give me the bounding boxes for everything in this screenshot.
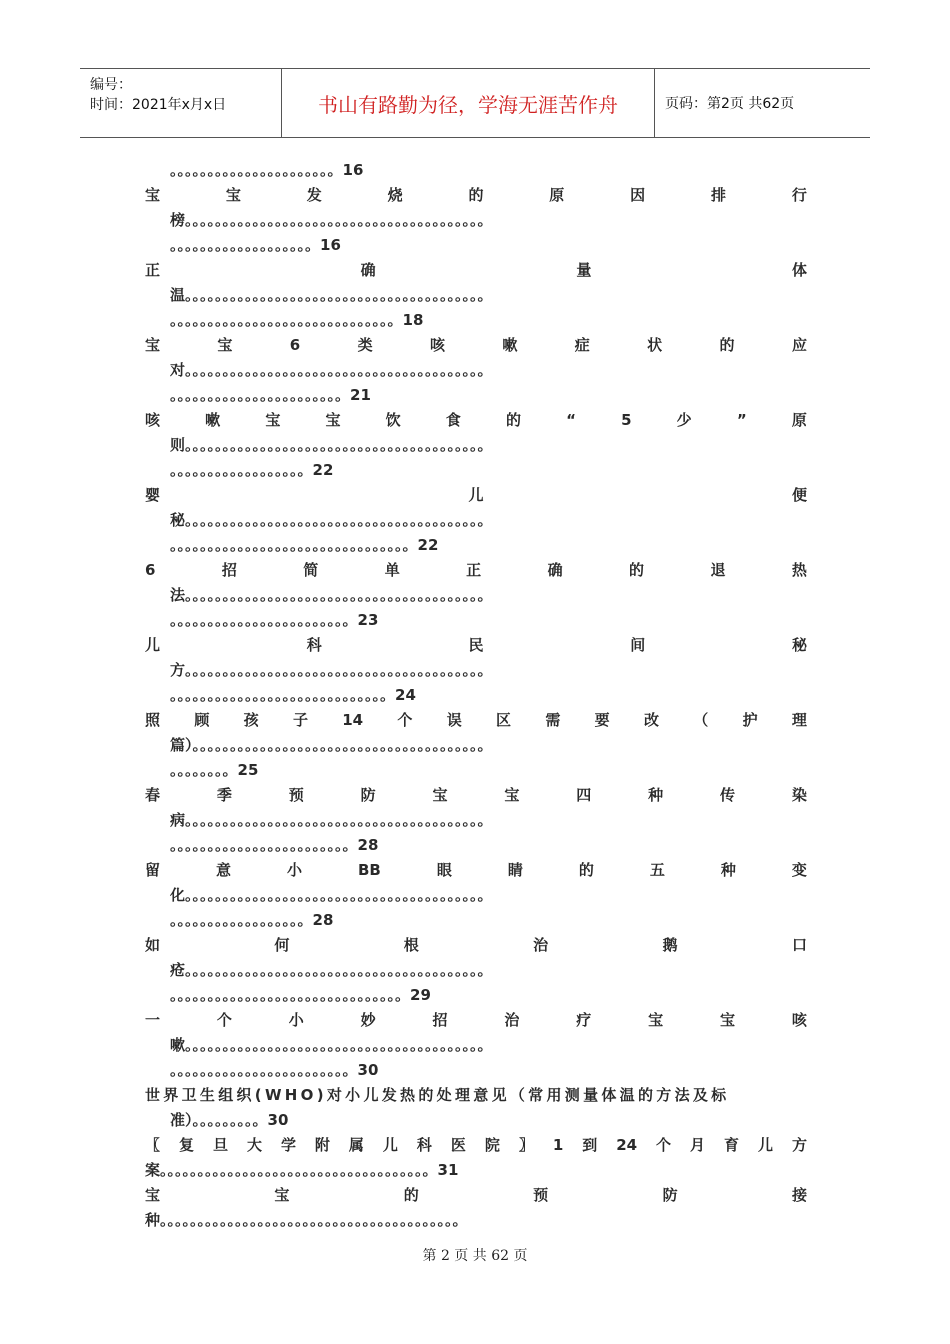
toc-title-char: 应: [791, 336, 807, 354]
toc-title-char: 防: [662, 1186, 678, 1204]
toc-title-char: 儿: [468, 486, 484, 504]
toc-title-char: 大: [246, 1136, 262, 1154]
toc-title-char: 小: [287, 861, 303, 879]
toc-title-char: 一: [145, 1011, 161, 1029]
toc-title-char: 的: [629, 561, 645, 579]
toc-dot-leader-line: 榜。。。。。。。。。。。。。。。。。。。。。。。。。。。。。。。。。。。。。。。。: [170, 211, 493, 229]
toc-title-char: 烧: [387, 186, 403, 204]
toc-title-char: 妙: [360, 1011, 376, 1029]
toc-title-char: 14: [342, 711, 364, 729]
toc-entry-title: [145, 408, 807, 433]
toc-title-char: 疗: [576, 1011, 592, 1029]
toc-title-char: 24: [616, 1136, 638, 1154]
toc-title-char: 护: [742, 711, 758, 729]
header-page-number: 页码：第2页 共62页: [665, 96, 795, 112]
toc-dot-leader-line: 。。。。。。。。。。。。。。。。。。。。。。。。。。。。。。。29: [170, 986, 431, 1004]
toc-title-char: 鹅: [662, 936, 678, 954]
toc-title-char: 饮: [385, 411, 401, 429]
toc-title-char: 根: [403, 936, 419, 954]
toc-title-char: 确: [547, 561, 563, 579]
toc-title-char: 食: [445, 411, 461, 429]
toc-dot-leader-line: 。。。。。。。。。。。。。。。。。。。16: [170, 236, 341, 254]
toc-title-char: 简: [303, 561, 319, 579]
toc-dot-leader-line: 。。。。。。。。。。。。。。。。。。22: [170, 461, 334, 479]
toc-title-char: 旦: [212, 1136, 228, 1154]
toc-title-char: 宝: [648, 1011, 664, 1029]
toc-title-char: 个: [216, 1011, 232, 1029]
toc-title-char: 秘: [791, 636, 807, 654]
toc-title-char: 宝: [720, 1011, 736, 1029]
toc-title-char: 宝: [504, 786, 520, 804]
toc-entry-title: [145, 333, 807, 358]
toc-entry-title: [145, 558, 807, 583]
toc-dot-leader-line: 疮。。。。。。。。。。。。。。。。。。。。。。。。。。。。。。。。。。。。。。。。: [170, 961, 493, 979]
toc-title-char: 发: [306, 186, 322, 204]
toc-title-char: 儿: [382, 1136, 398, 1154]
toc-title-char: 传: [720, 786, 736, 804]
toc-title-char: 状: [647, 336, 663, 354]
toc-title-char: 〗: [518, 1136, 534, 1154]
header-motto: 书山有路勤为径，学海无涯苦作舟: [281, 69, 655, 137]
header-meta: [80, 69, 281, 137]
toc-title-char: 口: [791, 936, 807, 954]
toc-entry[interactable]: [145, 483, 807, 558]
toc-title-char: 体: [791, 261, 807, 279]
toc-title-char: 到: [582, 1136, 598, 1154]
toc-title-char: 属: [348, 1136, 364, 1154]
toc-title-char: ”: [736, 411, 747, 429]
toc-dot-leader-line: 法。。。。。。。。。。。。。。。。。。。。。。。。。。。。。。。。。。。。。。。。: [170, 586, 493, 604]
toc-dot-leader-line: 。。。。。。。。。。。。。。。。。。。。。。。。。。。。。。18: [170, 311, 424, 329]
toc-title-char: 婴: [145, 486, 161, 504]
toc-title-char: 少: [676, 411, 692, 429]
toc-title-char: 宝: [432, 786, 448, 804]
toc-title-char: 宝: [265, 411, 281, 429]
toc-dot-leader-line: 。。。。。。。。。。。。。。。。。。。。。。。。。。。。。。。。22: [170, 536, 439, 554]
toc-entry[interactable]: [145, 183, 807, 258]
toc-title-char: 预: [533, 1186, 549, 1204]
toc-title-char: 治: [504, 1011, 520, 1029]
toc-title-char: 宝: [274, 1186, 290, 1204]
toc-title-char: 眼: [436, 861, 452, 879]
document-date-label: 时间：2021年x月x日: [90, 97, 227, 113]
toc-entry[interactable]: [145, 408, 807, 483]
toc-title-char: 预: [288, 786, 304, 804]
toc-title-char: 育: [724, 1136, 740, 1154]
toc-entry-title: [145, 858, 807, 883]
toc-title-char: 小: [288, 1011, 304, 1029]
toc-dot-leader-line: 。。。。。。。。。。。。。。。。。。。。。。。21: [170, 386, 371, 404]
toc-title-char: 类: [357, 336, 373, 354]
toc-title-char: 春: [145, 786, 161, 804]
toc-dot-leader-line: 对。。。。。。。。。。。。。。。。。。。。。。。。。。。。。。。。。。。。。。。。: [170, 361, 493, 379]
toc-entry-title: [145, 1133, 807, 1158]
toc-title-char: 退: [710, 561, 726, 579]
toc-title-char: 的: [719, 336, 735, 354]
toc-title-char: 照: [145, 711, 161, 729]
toc-title-char: 季: [216, 786, 232, 804]
toc-entry[interactable]: [145, 333, 807, 408]
toc-title-char: 原: [791, 411, 807, 429]
toc-title-char: 正: [145, 261, 161, 279]
toc-title-char: 院: [484, 1136, 500, 1154]
toc-entry[interactable]: [145, 783, 807, 858]
page-footer: 第 2 页 共 62 页: [422, 1248, 528, 1264]
toc-title-char: 热: [791, 561, 807, 579]
toc-title-char: 因: [630, 186, 646, 204]
toc-title-char: 招: [221, 561, 237, 579]
toc-title-char: 学: [280, 1136, 296, 1154]
toc-dot-leader-line: 。。。。。。。。。。。。。。。。。。28: [170, 911, 334, 929]
toc-title-char: 排: [711, 186, 727, 204]
toc-entry[interactable]: [145, 1083, 807, 1133]
toc-dot-leader-line: 病。。。。。。。。。。。。。。。。。。。。。。。。。。。。。。。。。。。。。。。。: [170, 811, 493, 829]
toc-title-char: 五: [649, 861, 665, 879]
toc-entry-title: [145, 1183, 807, 1208]
toc-entry-title: [145, 1083, 807, 1108]
toc-dot-leader-line: 。。。。。。。。。。。。。。。。。。。。。。。。28: [170, 836, 379, 854]
toc-title-char: 防: [360, 786, 376, 804]
toc-title-char: 确: [360, 261, 376, 279]
toc-title-char: 间: [630, 636, 646, 654]
toc-title-char: 1: [552, 1136, 564, 1154]
toc-entry-title: [145, 708, 807, 733]
toc-entry-title: [145, 1008, 807, 1033]
toc-title-char: 咳: [791, 1011, 807, 1029]
toc-title-char: 何: [274, 936, 290, 954]
toc-title-char: 变: [791, 861, 807, 879]
toc-title-char: 嗽: [205, 411, 221, 429]
toc-title-char: 民: [468, 636, 484, 654]
toc-title-char: 6: [289, 336, 301, 354]
toc-title-char: 行: [791, 186, 807, 204]
toc-title-char: 意: [216, 861, 232, 879]
toc-title-char: 睛: [507, 861, 523, 879]
toc-title-char: 如: [145, 936, 161, 954]
toc-dot-leader-line: 。。。。。。。。。。。。。。。。。。。。。。。。30: [170, 1061, 379, 1079]
toc-entry-title: [145, 783, 807, 808]
toc-title-char: 误: [446, 711, 462, 729]
toc-title-char: 接: [791, 1186, 807, 1204]
toc-title-char: 招: [432, 1011, 448, 1029]
toc-title-char: 宝: [225, 186, 241, 204]
toc-dot-leader-line: 嗽。。。。。。。。。。。。。。。。。。。。。。。。。。。。。。。。。。。。。。。。: [170, 1036, 493, 1054]
toc-title-char: 顾: [194, 711, 210, 729]
toc-entry[interactable]: [145, 558, 807, 633]
toc-entry[interactable]: [145, 708, 807, 783]
toc-entry-title: [145, 258, 807, 283]
toc-title-char: （: [693, 711, 709, 729]
toc-entry[interactable]: [145, 1008, 807, 1083]
toc-dot-leader-line: 。。。。。。。。25: [170, 761, 259, 779]
toc-title-char: 子: [292, 711, 308, 729]
toc-title-char: 宝: [145, 1186, 161, 1204]
toc-title-char: 量: [576, 261, 592, 279]
toc-entry[interactable]: [145, 858, 807, 933]
toc-title-char: 孩: [243, 711, 259, 729]
toc-title-char: 症: [574, 336, 590, 354]
toc-title-char: 复: [178, 1136, 194, 1154]
toc-dot-leader-line: 方。。。。。。。。。。。。。。。。。。。。。。。。。。。。。。。。。。。。。。。。: [170, 661, 493, 679]
toc-title-char: 种: [648, 786, 664, 804]
toc-dot-leader-line: 化。。。。。。。。。。。。。。。。。。。。。。。。。。。。。。。。。。。。。。。。: [170, 886, 493, 904]
toc-title-char: 四: [576, 786, 592, 804]
toc-entry[interactable]: [145, 933, 807, 1008]
toc-title-char: 改: [643, 711, 659, 729]
toc-title-char: 〖: [145, 1136, 161, 1154]
page-header: [80, 68, 870, 138]
toc-entry-title: [145, 633, 807, 658]
toc-title-char: 的: [578, 861, 594, 879]
toc-dot-leader-line: 。。。。。。。。。。。。。。。。。。。。。。。。。。。。。24: [170, 686, 416, 704]
table-of-contents: [145, 158, 807, 1233]
toc-title-char: 宝: [325, 411, 341, 429]
toc-title-char: 方: [791, 1136, 807, 1154]
document-number-label: 编号：: [90, 77, 132, 93]
toc-title-char: 区: [496, 711, 512, 729]
toc-dot-leader-line: 种。。。。。。。。。。。。。。。。。。。。。。。。。。。。。。。。。。。。。。。。: [145, 1211, 468, 1229]
toc-title-char: 咳: [145, 411, 161, 429]
toc-entry[interactable]: [145, 633, 807, 708]
toc-dot-leader-line: 案。。。。。。。。。。。。。。。。。。。。。。。。。。。。。。。。。。。。31: [145, 1161, 459, 1179]
toc-entry-title: [145, 483, 807, 508]
toc-title-char: 单: [384, 561, 400, 579]
toc-title-char: 月: [690, 1136, 706, 1154]
toc-entry-title: [145, 183, 807, 208]
toc-title-char: 宝: [217, 336, 233, 354]
toc-dot-leader-line: 秘。。。。。。。。。。。。。。。。。。。。。。。。。。。。。。。。。。。。。。。。: [170, 511, 493, 529]
toc-title-char: 儿: [145, 636, 161, 654]
toc-title-char: 理: [791, 711, 807, 729]
toc-dot-leader-line: 温。。。。。。。。。。。。。。。。。。。。。。。。。。。。。。。。。。。。。。。。: [170, 286, 493, 304]
toc-title-char: 儿: [758, 1136, 774, 1154]
toc-title-char: 科: [416, 1136, 432, 1154]
toc-title-char: 的: [468, 186, 484, 204]
toc-title-char: 留: [145, 861, 161, 879]
toc-title-char: 宝: [145, 186, 161, 204]
toc-title-char: 宝: [145, 336, 161, 354]
toc-dot-leader-line: 篇）。。。。。。。。。。。。。。。。。。。。。。。。。。。。。。。。。。。。。。。: [170, 736, 493, 754]
toc-entry[interactable]: [145, 1133, 807, 1183]
toc-title-char: 科: [306, 636, 322, 654]
toc-title-char: BB: [358, 861, 381, 879]
toc-entry-title: [145, 933, 807, 958]
toc-title-char: 的: [403, 1186, 419, 1204]
toc-entry[interactable]: [145, 158, 807, 183]
toc-title-char: 正: [466, 561, 482, 579]
toc-title-char: 需: [545, 711, 561, 729]
toc-dot-leader-line: 。。。。。。。。。。。。。。。。。。。。。。16: [170, 161, 364, 179]
toc-title-char: 治: [533, 936, 549, 954]
toc-title-char: 个: [397, 711, 413, 729]
toc-title-char: 附: [314, 1136, 330, 1154]
toc-title-char: 咳: [429, 336, 445, 354]
toc-title-char: 5: [621, 411, 632, 429]
toc-entry[interactable]: [145, 1183, 807, 1233]
toc-title-char: 嗽: [502, 336, 518, 354]
toc-title-char: “: [566, 411, 576, 429]
toc-dot-leader-line: 。。。。。。。。。。。。。。。。。。。。。。。。23: [170, 611, 379, 629]
toc-title-char: 医: [450, 1136, 466, 1154]
toc-title-char: 种: [720, 861, 736, 879]
toc-title-char: 染: [791, 786, 807, 804]
toc-title-char: 6: [145, 561, 156, 579]
toc-entry[interactable]: [145, 258, 807, 333]
toc-title-char: 要: [594, 711, 610, 729]
toc-dot-leader-line: 则。。。。。。。。。。。。。。。。。。。。。。。。。。。。。。。。。。。。。。。。: [170, 436, 493, 454]
toc-title-char: 的: [505, 411, 521, 429]
toc-dot-leader-line: 准）。。。。。。。。。30: [170, 1111, 289, 1129]
toc-title-char: 原: [549, 186, 565, 204]
toc-title-char: 便: [791, 486, 807, 504]
toc-title-char: 个: [656, 1136, 672, 1154]
toc-title-char: 世界卫生组织(WHO)对小儿发热的处理意见（常用测量体温的方法及标: [145, 1086, 730, 1104]
